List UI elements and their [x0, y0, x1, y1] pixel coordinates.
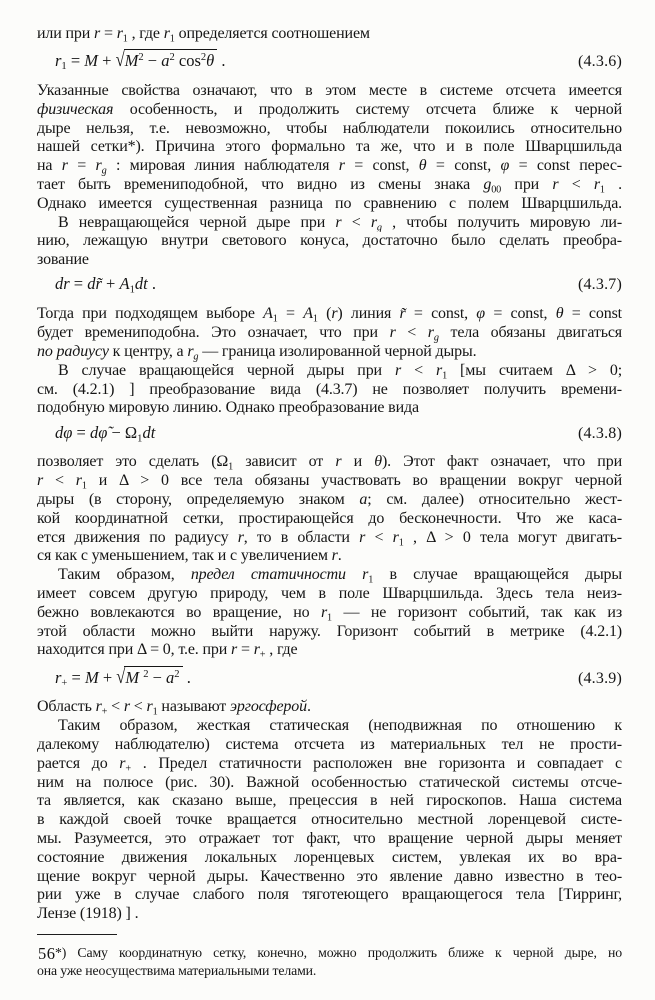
text-line: *) Саму координатную сетку, конечно, можно продолжить ближе к черной дыре, но — [55, 944, 622, 960]
footnote-block — [37, 934, 622, 981]
equation-number: (4.3.9) — [577, 669, 622, 687]
text-line: нию, лежащую внутри светового конуса, достаточно было сделать преобра- — [37, 232, 622, 250]
equation-formula: $r_1 = M + √M^2 - a^2$ $\cos^2\theta$ . — [55, 47, 226, 73]
text-line: Лензе (1918) ] . — [37, 905, 139, 923]
text-line: позволяет это сделать ($\Omega_1$ зависит от r и θ). Этот факт означает, что при — [37, 453, 622, 473]
display-equation — [37, 44, 622, 82]
text-line: см. (4.2.1) ] преобразование вида (4.3.7) не позволяет получить времени- — [37, 380, 622, 398]
text-line: В невращающейся черной дыре при $r < r_g$ , чтобы получить мировую ли- — [58, 213, 622, 233]
text-line: та является, как сказано выше, прецессия в ней гироскопов. Наша система — [37, 792, 622, 810]
text-line: будет времениподобна. Это означает, что при $r < r_g$ тела обязаны двигаться — [37, 324, 622, 343]
text-line: или при $r = r_1$ , где $r_1$ определяется соотношением — [37, 25, 370, 44]
text-line: Однако имеется существенная разница по сравнению с полем Шварцшильда. — [37, 194, 622, 212]
text-line: имеет совсем другую природу, чем в поле Шварцшильда. Здесь тела неиз- — [37, 585, 622, 603]
display-equation — [37, 270, 622, 305]
text-line: физическая особенность, и продолжить систему отсчета ближе к черной — [37, 100, 622, 118]
footnote-text — [37, 944, 622, 981]
text-line: по радиусу к центру, а $r_g$ — граница изолированной черной дыры. — [37, 342, 477, 362]
text-line: дыры (в сторону, определяемую знаком a; см. далее) относительно жест- — [37, 491, 622, 509]
text-line: подобную мировую линию. Однако преобразование вида — [37, 399, 419, 417]
text-line: этой области можно выйти наружу. Горизонт событий в метрике (4.2.1) — [37, 622, 622, 640]
text-line: бежно вовлекаются во вращение, но $r_1$ — не горизонт событий, так как из — [37, 603, 622, 623]
text-line: состояние движения локальных лоренцевых систем, увлекая их во вра- — [37, 848, 622, 866]
text-line: в каждой своей точке вращается относительно местной лоренцевой систе- — [37, 811, 622, 829]
text-line: Тогда при подходящем выборе $A_1 = A_1$ (r) линия r̃ = const, φ = const, θ = const — [37, 305, 622, 325]
equation-formula: dr = dr̃ + $A_1dt$ . — [55, 274, 156, 296]
page-number: 56 — [38, 944, 56, 963]
text-line: на $r = r_g$ : мировая линия наблюдателя r = const, θ = const, φ = const перес- — [37, 157, 622, 176]
text-line: ся как с уменьшением, так и с увеличением r. — [37, 547, 342, 565]
equation-number: (4.3.7) — [577, 276, 622, 294]
text-line: Указанные свойства означают, что в этом месте в системе отсчета имеется — [37, 81, 622, 99]
text-line: мы. Разумеется, это отражает тот факт, что вращение черной дыры меняет — [37, 829, 622, 847]
text-line: рии уже в случае слабого поля тяготеющего вращающегося тела [Тирринг, — [37, 886, 622, 904]
display-equation — [37, 418, 622, 453]
text-line: рается до $r_+$ . Предел статичности расположен вне горизонта и совпадает с — [37, 754, 622, 774]
text-line: находится при Δ = 0, т.е. при $r = r_+$ , где — [37, 641, 298, 661]
equation-number: (4.3.8) — [577, 424, 622, 442]
page-body — [37, 25, 622, 924]
text-line: Таким образом, жесткая статическая (неподвижная по отношению к — [58, 717, 622, 735]
equation-formula: dφ = dφ̃ − $\Omega_1dt$ — [55, 422, 156, 444]
text-line: далекому наблюдателю) система отсчета из материальных тел не прости- — [37, 736, 622, 753]
text-line: ним на полюсе (рис. 30). Важной особенностью статической системы отсче- — [37, 773, 622, 791]
equation-number: (4.3.6) — [577, 53, 622, 71]
text-line: дыре нельзя, т.е. невозможно, чтобы наблюдатели покоились относительно — [37, 119, 622, 137]
text-line: зование — [37, 251, 89, 269]
text-line: $r < r_1$ и Δ > 0 все тела обязаны участвовать во вращении вокруг черной — [37, 472, 622, 492]
text-line: она уже неосуществима материальными телами. — [37, 963, 317, 979]
text-line: Таким образом, предел статичности $r_1$ в случае вращающейся дыры — [58, 566, 622, 586]
text-line: Область $r_+ < r < r_1$ называют эргосферой. — [37, 698, 311, 718]
text-line: нашей сетки*). Причина этого формально та же, что и в поле Шварцшильда — [37, 138, 622, 156]
equation-formula: $r_+ = M + √M$ $^2 - a^2$ . — [55, 664, 191, 689]
display-equation — [37, 660, 622, 698]
text-line: кой координатной сетки, простирающейся до бесконечности. Что же каса- — [37, 509, 622, 527]
text-line: щение вокруг черной дыры. Качественно это явление давно известно в тео- — [37, 867, 622, 885]
text-line: В случае вращающейся черной дыры при $r < r_1$ [мы считаем Δ > 0; — [58, 361, 622, 381]
footnote-rule — [37, 934, 117, 935]
text-line: тает быть времениподобной, что видно из смены знака $g_{00}$ при $r < r_1$ . — [37, 175, 622, 195]
text-line: ется движения по радиусу r, то в области $r < r_1$ , Δ > 0 тела могут двигать- — [37, 528, 622, 548]
